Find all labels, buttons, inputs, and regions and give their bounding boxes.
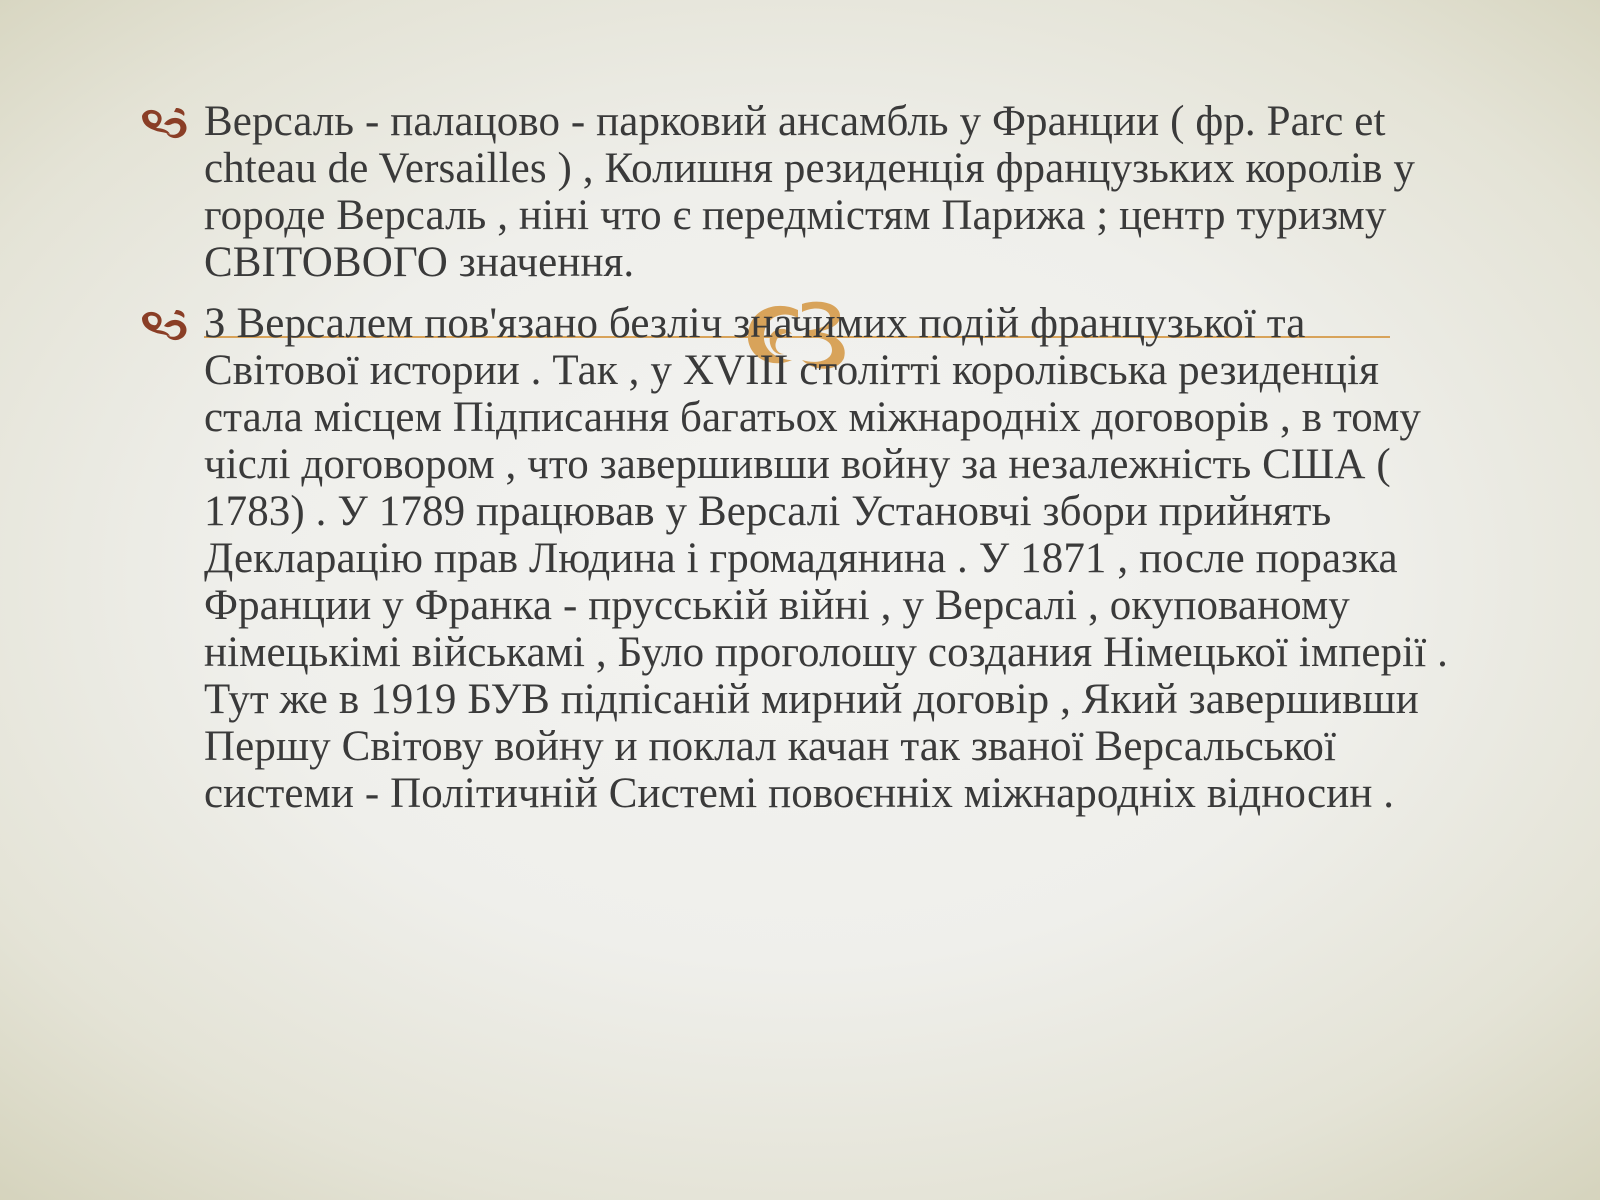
- bullet-text: З Версалем пов'язано безліч значимих подій французької та Світової истории . Так , у XVIII столітті королівська резиденція стала місцем Підписання багатьох міжнародніх договорів , в тому чіслі договором , что завершивши войну за незалежність США ( 1783) . У 1789 працював у Версалі Установчі збори прийнять Декларацію прав Людина і громадянина . У 1871 , после поразка Франции у Франка - прусській війні , у Версалі , окупованому німецькімі військамі , Було проголошу создания Німецької імперії . Тут же в 1919 БУВ підпісаній мирний договір , Який завершивши Першу Світову войну и поклал качан так званої Версальської системи - Політичній Системі повоєнніх міжнародніх відносин .: [204, 300, 1448, 817]
- bullet-text: Версаль - палацово - парковий ансамбль у Франции ( фр. Parc et chteau de Versailles ) , Колишня резиденція французьких королів у городе Версаль , ніні что є передмістям Парижа ; центр туризму СВІТОВОГО значення.: [204, 98, 1415, 286]
- bullet-item: [136, 300, 1466, 817]
- fleuron-bullet-icon: [140, 308, 190, 342]
- bullet-item: [136, 98, 1466, 286]
- fleuron-bullet-icon: [140, 106, 190, 140]
- bullet-list: [136, 98, 1466, 817]
